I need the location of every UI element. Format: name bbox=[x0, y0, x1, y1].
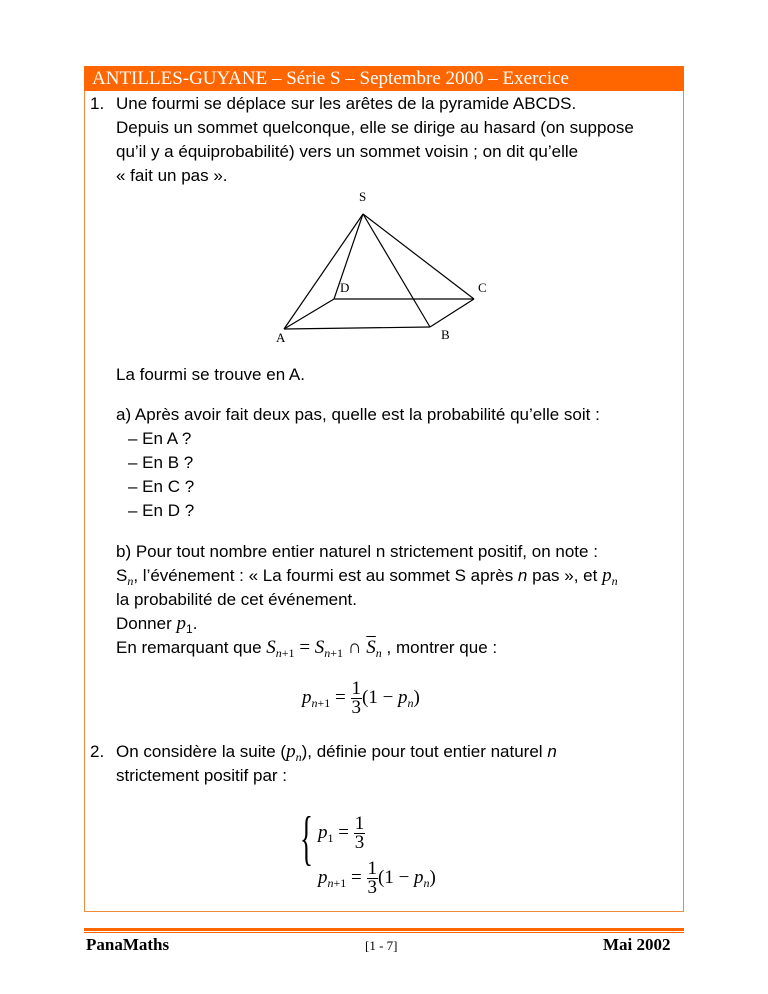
recurrence-formula: $p_{n+1}$ = $\frac{1}{3}$ $(1 - p_n)$ bbox=[302, 678, 420, 718]
remark-text: En remarquant que bbox=[116, 638, 262, 657]
part-a-option-D: – En D ? bbox=[128, 501, 195, 520]
q1-intro-line-1: Une fourmi se déplace sur les arêtes de la pyramide ABCDS. bbox=[116, 94, 577, 113]
q1-intro-line-3: qu’il y a équiprobabilité) vers un sommet voisin ; on dit qu’elle bbox=[116, 142, 579, 161]
system-equation-1: $p_1$ = $\frac{1}{3}$ bbox=[318, 813, 365, 853]
q2-line-1-start: On considère la suite ( bbox=[116, 742, 287, 761]
footer-rule bbox=[84, 928, 684, 931]
system-brace: { bbox=[300, 805, 313, 871]
part-b-line-3: la probabilité de cet événement. bbox=[116, 590, 357, 609]
q1-intro-line-2: Depuis un sommet quelconque, elle se dirige au hasard (on suppose bbox=[116, 118, 634, 137]
exercise-title: ANTILLES-GUYANE – Série S – Septembre 2000 – Exercice bbox=[84, 66, 684, 91]
vertex-label-B: B bbox=[441, 327, 450, 342]
event-definition-text: , l’événement : « La fourmi est au sommet S après bbox=[133, 566, 514, 585]
footer-rule-thin bbox=[84, 932, 684, 933]
edge-BC bbox=[430, 299, 474, 327]
vertex-label-C: C bbox=[478, 280, 487, 295]
part-a-question: a) Après avoir fait deux pas, quelle est la probabilité qu’elle soit : bbox=[116, 405, 600, 424]
edge-SA bbox=[284, 214, 363, 329]
event-relation-formula: $S_{n+1} = S_{n+1}$ ∩ $\overline{S}_n$ bbox=[266, 637, 382, 660]
part-a-option-A: – En A ? bbox=[128, 429, 192, 448]
part-b-line-2: $S_n$, l’événement : « La fourmi est au sommet S après n pas », et $p_n$ bbox=[116, 565, 618, 588]
give-p1-text: Donner bbox=[116, 614, 172, 633]
vertex-label-A: A bbox=[276, 330, 286, 345]
system-equation-2: $p_{n+1}$ = $\frac{1}{3}$ $(1 - p_n)$ bbox=[318, 858, 436, 898]
edge-AB bbox=[284, 327, 430, 329]
question-1-number: 1. bbox=[90, 94, 105, 113]
show-that-text: , montrer que : bbox=[386, 638, 498, 657]
edge-SB bbox=[363, 214, 430, 327]
vertex-label-D: D bbox=[340, 280, 350, 295]
footer-page-number: [1 - 7] bbox=[365, 938, 398, 953]
part-b-line-5 bbox=[116, 636, 497, 665]
pyramid-figure bbox=[270, 182, 500, 347]
part-a-option-C: – En C ? bbox=[128, 477, 195, 496]
edge-SC bbox=[363, 214, 474, 299]
fraction-one-third: $\frac{1}{3}$ bbox=[351, 678, 361, 718]
footer-brand: PanaMaths bbox=[86, 935, 170, 954]
question-2-number: 2. bbox=[90, 742, 105, 761]
q2-variable-n: n bbox=[547, 742, 557, 761]
q1-intro-line-4: « fait un pas ». bbox=[116, 166, 228, 185]
part-b-line-1-text: b) Pour tout nombre entier naturel n strictement positif, on note : bbox=[116, 542, 598, 561]
variable-n: n bbox=[517, 566, 528, 585]
vertex-label-S: S bbox=[359, 189, 367, 204]
event-definition-end: pas », et bbox=[532, 566, 598, 585]
event-symbol-S: S bbox=[116, 566, 128, 585]
q2-line-1-mid: ), définie pour tout entier naturel bbox=[301, 742, 543, 761]
part-b-line-1 bbox=[116, 540, 598, 564]
q2-line-1: On considère la suite $(p_n)$, définie pour tout entier naturel n bbox=[116, 741, 557, 764]
ant-position-text: La fourmi se trouve en A. bbox=[116, 365, 305, 384]
part-a-option-B: – En B ? bbox=[128, 453, 194, 472]
part-b-line-4: Donner $p_1$. bbox=[116, 613, 198, 636]
edge-DA bbox=[284, 299, 334, 329]
footer-date: Mai 2002 bbox=[603, 935, 671, 954]
q2-line-2: strictement positif par : bbox=[116, 766, 288, 785]
